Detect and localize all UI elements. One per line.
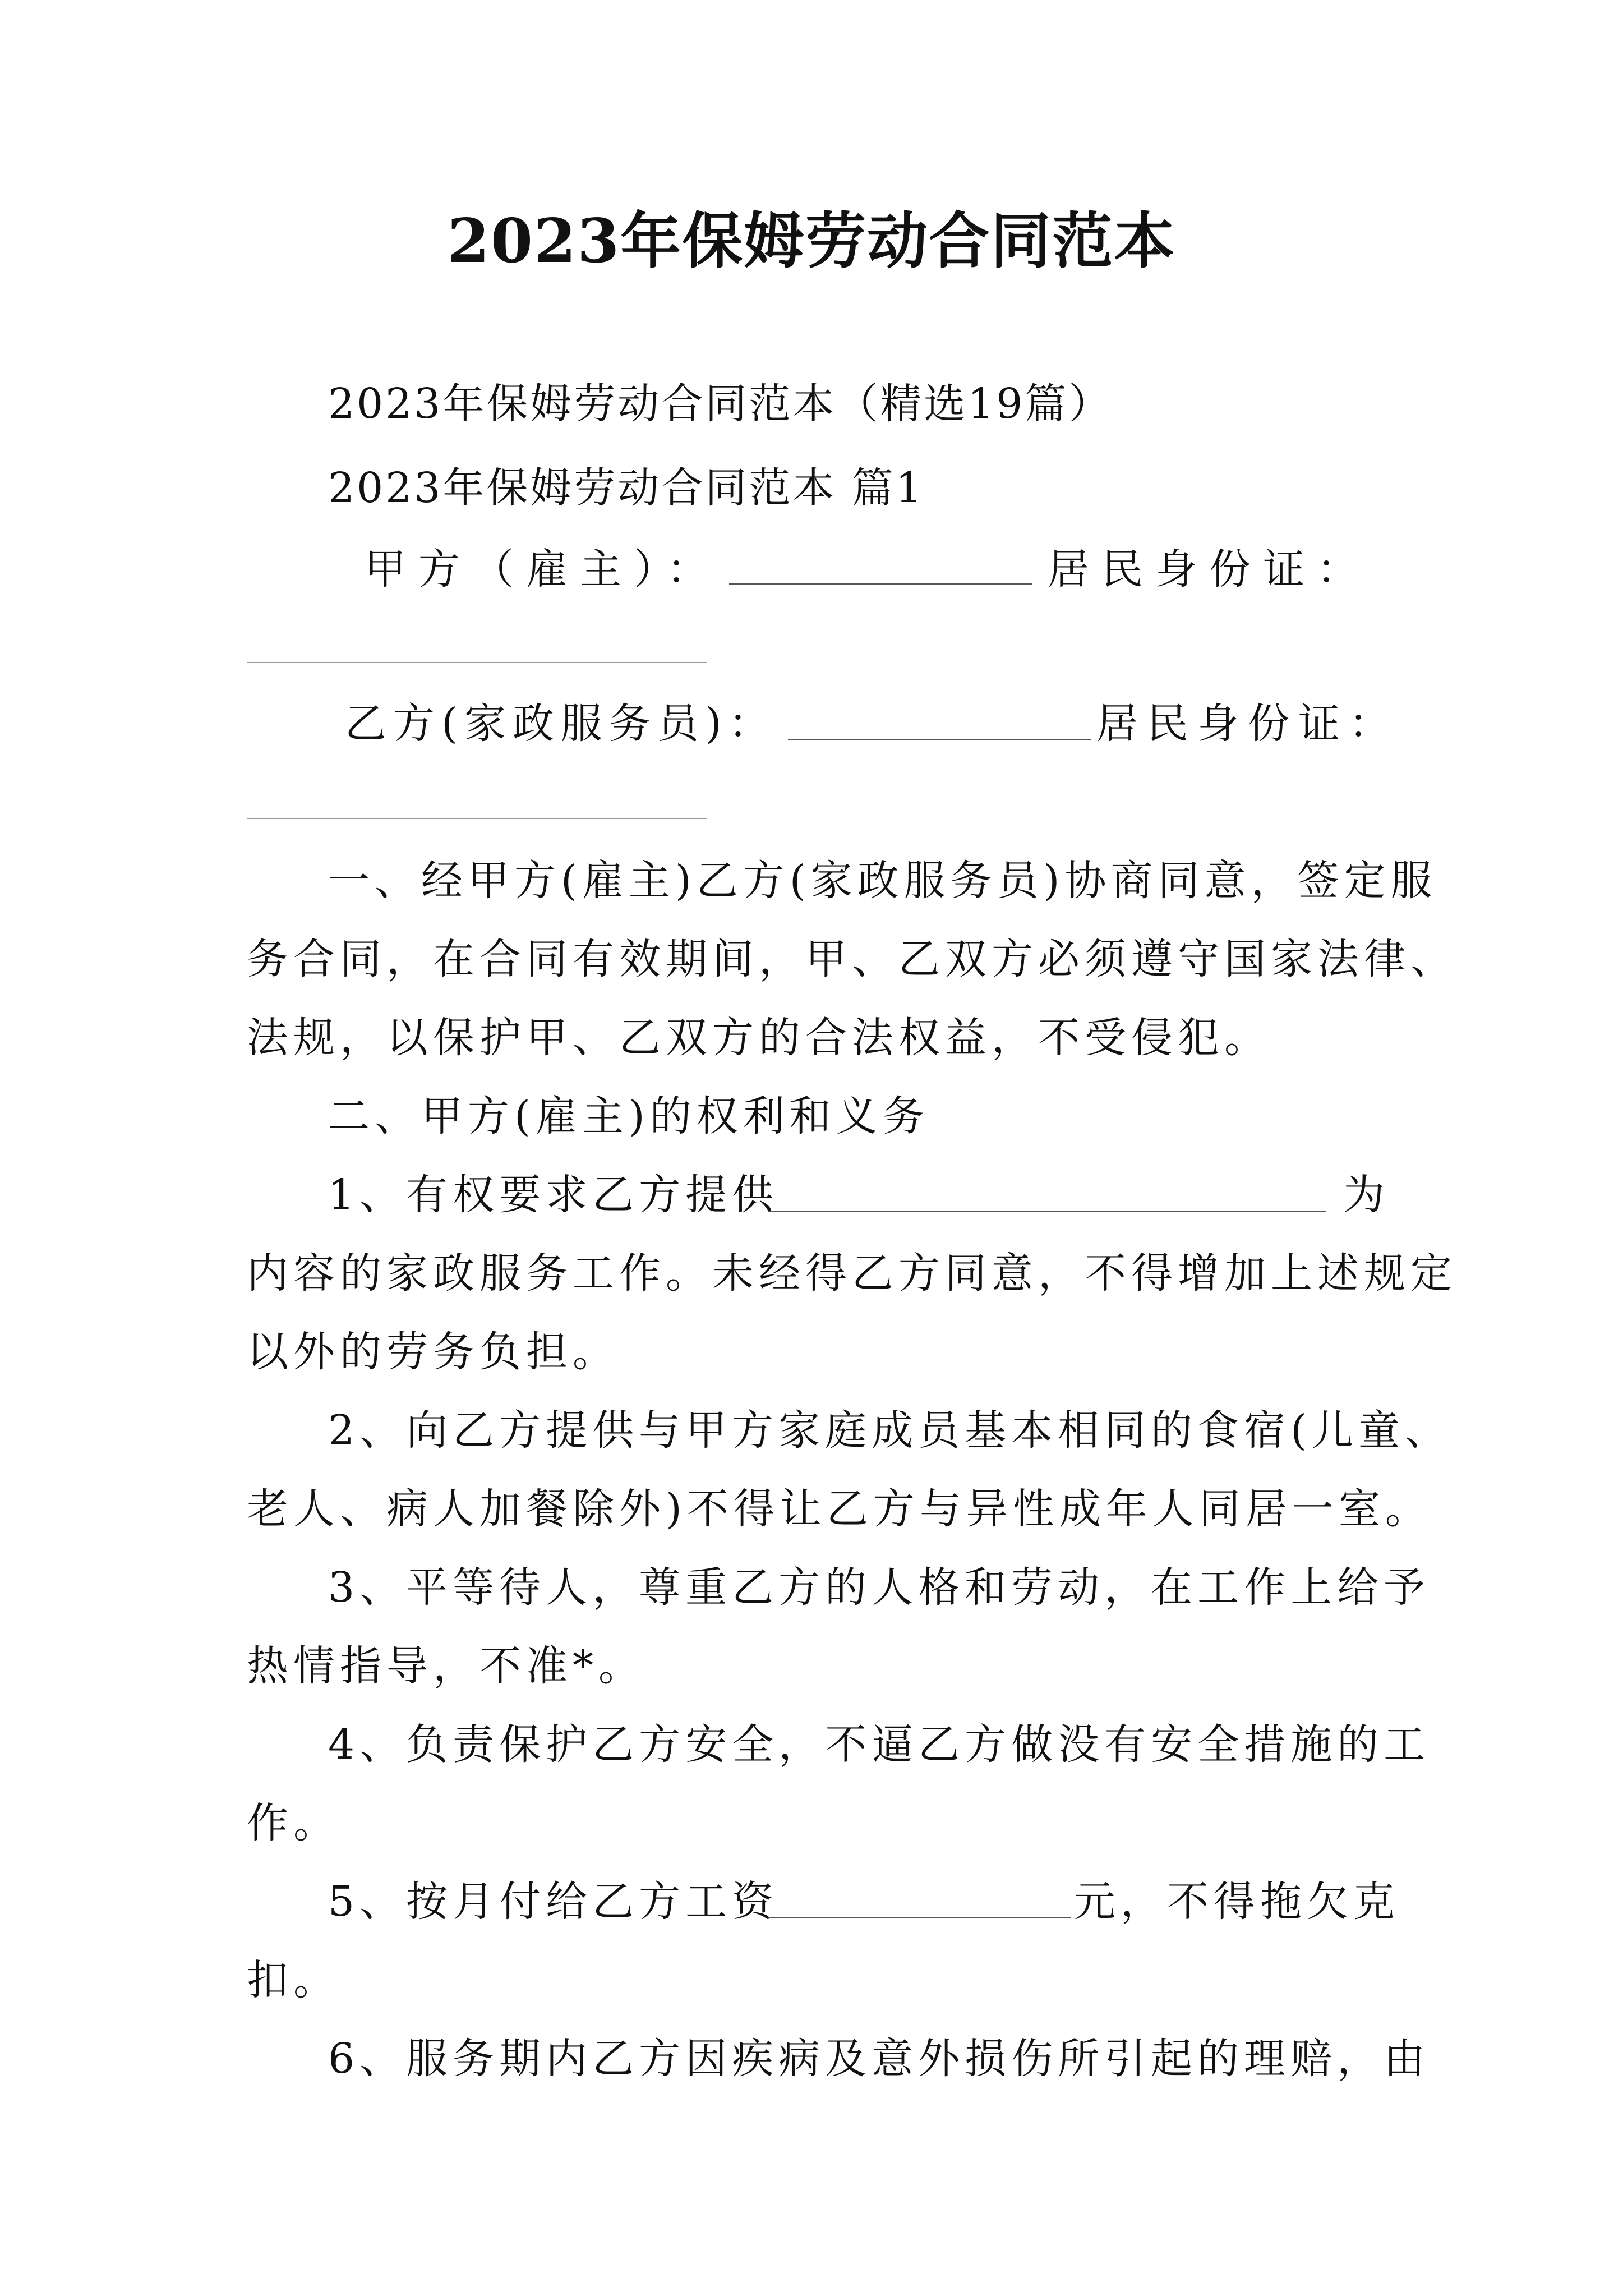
item-5-end: 元，不得拖欠克 (1074, 1878, 1400, 1926)
party-a-id-label: 居民身份证： (1048, 545, 1371, 593)
item-1-start: 1、有权要求乙方提供 (328, 1171, 779, 1219)
clause-2-heading: 二、甲方(雇主)的权利和义务 (328, 1092, 929, 1140)
party-b-id-label: 居民身份证： (1096, 700, 1399, 748)
item-1-blank[interactable] (768, 1211, 1326, 1212)
party-b-name-blank[interactable] (788, 739, 1091, 740)
item-1-line-2: 内容的家政服务工作。未经得乙方同意，不得增加上述规定 (247, 1249, 1457, 1297)
item-3-line-1: 3、平等待人，尊重乙方的人格和劳动，在工作上给予 (328, 1563, 1431, 1612)
clause-1-line-3: 法规，以保护甲、乙双方的合法权益，不受侵犯。 (247, 1014, 1271, 1062)
item-2-line-1: 2、向乙方提供与甲方家庭成员基本相同的食宿(儿童、 (328, 1406, 1451, 1455)
item-4-line-1: 4、负责保护乙方安全，不逼乙方做没有安全措施的工 (328, 1720, 1431, 1769)
item-3-line-2: 热情指导，不准*。 (247, 1642, 645, 1690)
document-subtitle: 2023年保姆劳动合同范本（精选19篇） (328, 380, 1113, 428)
item-4-line-2: 作。 (247, 1799, 340, 1847)
item-6-line-1: 6、服务期内乙方因疾病及意外损伤所引起的理赔，由 (328, 2035, 1431, 2083)
party-b-id-blank[interactable] (247, 818, 707, 819)
party-a-name-blank[interactable] (729, 583, 1032, 585)
party-b-label: 乙方(家政服务员)： (345, 700, 777, 748)
clause-1-line-2: 务合同，在合同有效期间，甲、乙双方必须遵守国家法律、 (247, 935, 1457, 983)
document-title: 2023年保姆劳动合同范本 (447, 206, 1176, 277)
clause-1-line-1: 一、经甲方(雇主)乙方(家政服务员)协商同意，签定服 (328, 857, 1437, 905)
item-5-line-2: 扣。 (247, 1956, 340, 2004)
item-1-end: 为 (1343, 1171, 1390, 1219)
item-1-line-3: 以外的劳务负担。 (247, 1328, 619, 1376)
chapter-heading: 2023年保姆劳动合同范本 篇1 (328, 464, 924, 512)
item-2-line-2: 老人、病人加餐除外)不得让乙方与异性成年人同居一室。 (247, 1485, 1432, 1533)
party-a-id-blank[interactable] (247, 662, 707, 663)
item-5-start: 5、按月付给乙方工资 (328, 1878, 779, 1926)
party-a-label: 甲方（雇主）： (365, 545, 721, 593)
item-5-salary-blank[interactable] (768, 1917, 1071, 1918)
